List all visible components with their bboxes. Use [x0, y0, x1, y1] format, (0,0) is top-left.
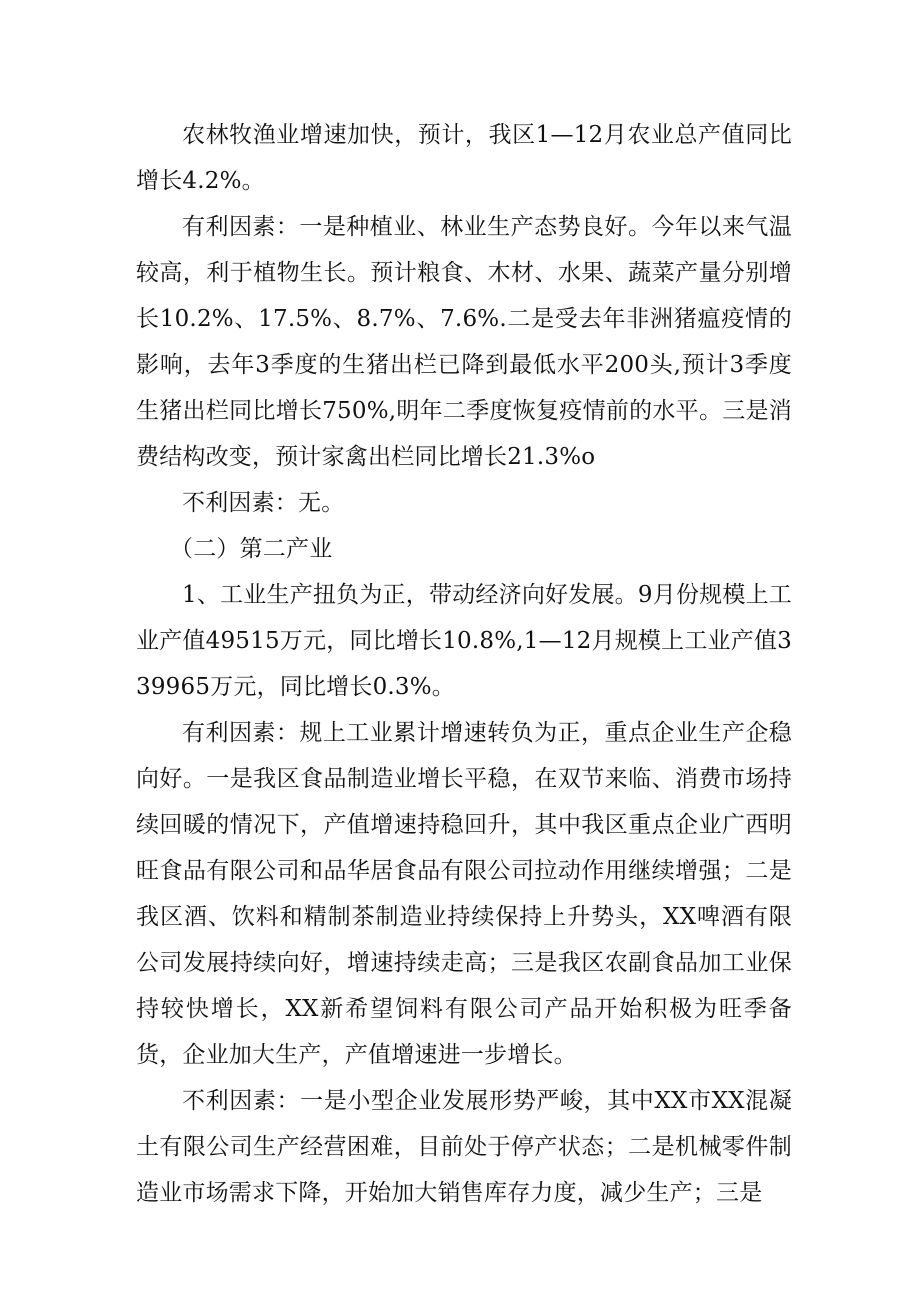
paragraph-agriculture-favorable-factors: 有利因素：一是种植业、林业生产态势良好。今年以来气温较高，利于植物生长。预计粮食、木材、水果、蔬菜产量分别增长10.2%、17.5%、8.7%、7.6%.二是受去年非洲猪瘟疫情的影响，去年3季度的生猪出栏已降到最低水平200头,预计3季度生猪出栏同比增长750%,明年二季度恢复疫情前的水平。三是消费结构改变，预计家禽出栏同比增长21.3%o [136, 214, 792, 470]
paragraph-industry-favorable-factors: 有利因素：规上工业累计增速转负为正，重点企业生产企稳向好。一是我区食品制造业增长平稳，在双节来临、消费市场持续回暖的情况下，产值增速持稳回升，其中我区重点企业广西明旺食品有限公司和品华居食品有限公司拉动作用继续增强；二是我区酒、饮料和精制茶制造业持续保持上升势头，XX啤酒有限公司发展持续向好，增速持续走高；三是我区农副食品加工业保持较快增长，XX新希望饲料有限公司产品开始积极为旺季备货，企业加大生产，产值增速进一步增长。 [136, 720, 792, 1068]
paragraph-industrial-production-summary: 1、工业生产扭负为正，带动经济向好发展。9月份规模上工业产值49515万元，同比增长10.8%,1—12月规模上工业产值339965万元，同比增长0.3%。 [136, 582, 792, 700]
paragraph-agriculture-unfavorable-factors: 不利因素：无。 [182, 490, 345, 516]
paragraph-agriculture-summary: 农林牧渔业增速加快，预计，我区1—12月农业总产值同比增长4.2%。 [136, 122, 792, 194]
paragraph-industry-unfavorable-factors: 不利因素：一是小型企业发展形势严峻，其中XX市XX混凝土有限公司生产经营困难，目前处于停产状态；二是机械零件制造业市场需求下降，开始加大销售库存力度，减少生产；三是 [136, 1088, 792, 1206]
document-body [136, 112, 792, 1216]
section-heading-secondary-industry: （二）第二产业 [170, 536, 333, 562]
